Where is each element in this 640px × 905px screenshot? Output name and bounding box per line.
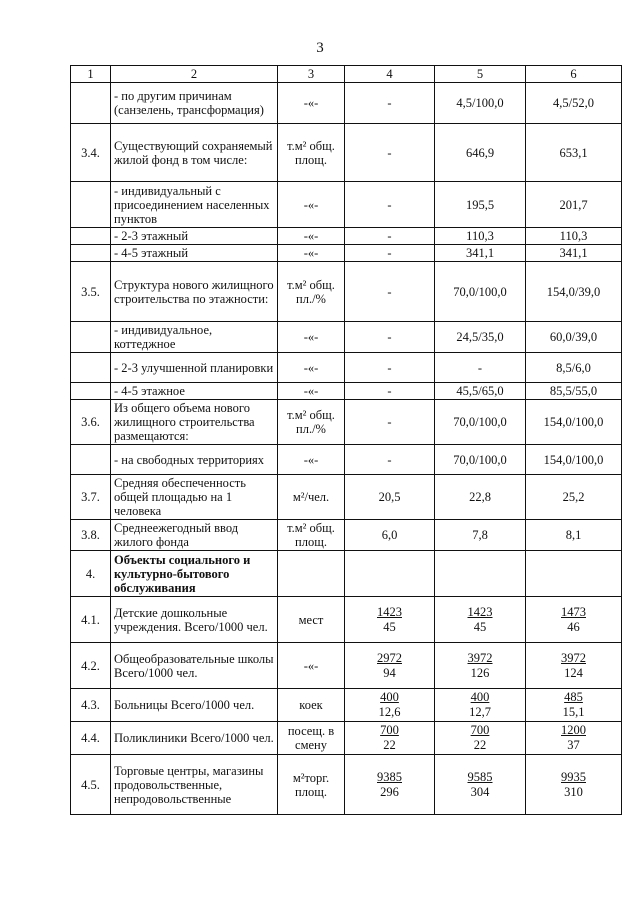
total-value: 700: [380, 723, 399, 737]
value-c6: 154,0/100,0: [526, 445, 622, 475]
table-row: [71, 262, 622, 322]
fraction-value: [561, 605, 586, 635]
fraction-value: [561, 651, 586, 681]
value-c4: [345, 643, 435, 689]
row-name: - по другим причинам (санзелень, трансформация): [111, 83, 278, 124]
value-c5: [435, 551, 526, 597]
header-col-2: 2: [111, 66, 278, 83]
fraction-value: [471, 723, 490, 753]
row-number: 4.4.: [71, 722, 111, 755]
table-row: [71, 353, 622, 383]
table-row: [71, 643, 622, 689]
value-c6: 85,5/55,0: [526, 383, 622, 400]
row-number: 3.8.: [71, 520, 111, 551]
row-unit: т.м² общ. пл./%: [278, 262, 345, 322]
value-c5: [435, 755, 526, 815]
table-row: [71, 445, 622, 475]
value-c5: -: [435, 353, 526, 383]
total-value: 1473: [561, 604, 586, 619]
value-c6: 8,1: [526, 520, 622, 551]
value-c4: -: [345, 445, 435, 475]
row-unit: -«-: [278, 245, 345, 262]
value-c5: 195,5: [435, 182, 526, 228]
row-unit: -«-: [278, 322, 345, 353]
row-unit: коек: [278, 689, 345, 722]
header-col-5: 5: [435, 66, 526, 83]
value-c6: [526, 689, 622, 722]
row-number: 3.6.: [71, 400, 111, 445]
value-c6: 154,0/39,0: [526, 262, 622, 322]
per-1000-value: 22: [473, 738, 487, 752]
table-row: [71, 124, 622, 182]
value-c6: 110,3: [526, 228, 622, 245]
value-c4: -: [345, 322, 435, 353]
row-name: Детские дошкольные учреждения. Всего/1000 чел.: [111, 597, 278, 643]
row-name: - индивидуальный с присоединением населенных пунктов: [111, 182, 278, 228]
per-1000-value: 12,7: [469, 705, 491, 719]
row-name: - 4-5 этажное: [111, 383, 278, 400]
row-name: - 4-5 этажный: [111, 245, 278, 262]
value-c4: 20,5: [345, 475, 435, 520]
value-c4: -: [345, 228, 435, 245]
row-number: [71, 445, 111, 475]
row-name: Среднеежегодный ввод жилого фонда: [111, 520, 278, 551]
row-unit: м²/чел.: [278, 475, 345, 520]
page-number: 3: [316, 40, 324, 56]
row-name: Структура нового жилищного строительства по этажности:: [111, 262, 278, 322]
row-number: 3.4.: [71, 124, 111, 182]
row-number: 3.5.: [71, 262, 111, 322]
value-c5: 7,8: [435, 520, 526, 551]
table-row: [71, 400, 622, 445]
row-name: - 2-3 улучшенной планировки: [111, 353, 278, 383]
row-unit: т.м² общ. пл./%: [278, 400, 345, 445]
value-c4: [345, 722, 435, 755]
header-col-3: 3: [278, 66, 345, 83]
value-c6: 4,5/52,0: [526, 83, 622, 124]
header-col-1: 1: [71, 66, 111, 83]
value-c4: -: [345, 245, 435, 262]
row-number: [71, 83, 111, 124]
value-c6: [526, 597, 622, 643]
value-c5: 45,5/65,0: [435, 383, 526, 400]
row-name: Общеобразовательные школы Всего/1000 чел.: [111, 643, 278, 689]
value-c4: [345, 689, 435, 722]
value-c5: 4,5/100,0: [435, 83, 526, 124]
row-unit: т.м² общ. площ.: [278, 124, 345, 182]
fraction-value: [377, 651, 402, 681]
value-c5: [435, 689, 526, 722]
row-number: 4.2.: [71, 643, 111, 689]
fraction-value: [468, 770, 493, 800]
table-row: [71, 755, 622, 815]
total-value: 3972: [467, 650, 493, 665]
value-c4: -: [345, 182, 435, 228]
table-row: [71, 722, 622, 755]
total-value: 9385: [377, 769, 402, 784]
value-c5: 110,3: [435, 228, 526, 245]
value-c6: [526, 551, 622, 597]
per-1000-value: 45: [473, 619, 487, 634]
table-header-row: [71, 66, 622, 83]
per-1000-value: 124: [564, 665, 583, 680]
row-number: [71, 182, 111, 228]
row-number: 4.: [71, 551, 111, 597]
table-row: [71, 322, 622, 353]
row-number: [71, 228, 111, 245]
row-name: Больницы Всего/1000 чел.: [111, 689, 278, 722]
per-1000-value: 12,6: [378, 705, 401, 719]
table-row: [71, 228, 622, 245]
value-c4: -: [345, 400, 435, 445]
row-number: [71, 383, 111, 400]
value-c4: -: [345, 262, 435, 322]
per-1000-value: 126: [470, 665, 490, 680]
row-unit: -«-: [278, 182, 345, 228]
table-row: [71, 597, 622, 643]
value-c4: -: [345, 383, 435, 400]
per-1000-value: 37: [567, 738, 580, 752]
fraction-value: [377, 605, 402, 635]
row-number: 4.3.: [71, 689, 111, 722]
row-unit: -«-: [278, 353, 345, 383]
fraction-value: [563, 690, 585, 720]
value-c5: [435, 597, 526, 643]
value-c6: 25,2: [526, 475, 622, 520]
per-1000-value: 22: [383, 738, 396, 752]
row-name: - 2-3 этажный: [111, 228, 278, 245]
row-name: Объекты социального и культурно-бытового обслуживания: [111, 551, 278, 597]
total-value: 3972: [561, 650, 586, 665]
table-row: [71, 245, 622, 262]
value-c5: 70,0/100,0: [435, 445, 526, 475]
row-unit: -«-: [278, 445, 345, 475]
value-c5: 646,9: [435, 124, 526, 182]
value-c5: 22,8: [435, 475, 526, 520]
value-c4: -: [345, 83, 435, 124]
value-c5: 341,1: [435, 245, 526, 262]
total-value: 700: [470, 723, 490, 737]
total-value: 9935: [561, 769, 586, 784]
row-name: Из общего объема нового жилищного строительства размещаются:: [111, 400, 278, 445]
row-unit: [278, 551, 345, 597]
value-c4: [345, 551, 435, 597]
row-number: 4.1.: [71, 597, 111, 643]
row-unit: -«-: [278, 383, 345, 400]
per-1000-value: 94: [383, 665, 396, 680]
row-number: [71, 322, 111, 353]
per-1000-value: 45: [383, 619, 396, 634]
table-body: [71, 83, 622, 815]
row-name: - на свободных территориях: [111, 445, 278, 475]
total-value: 1200: [561, 723, 586, 737]
row-number: 4.5.: [71, 755, 111, 815]
value-c5: 70,0/100,0: [435, 400, 526, 445]
value-c5: [435, 643, 526, 689]
table-row: [71, 520, 622, 551]
row-number: 3.7.: [71, 475, 111, 520]
fraction-value: [468, 605, 493, 635]
row-name: Торговые центры, магазины продовольственные, непродовольственные: [111, 755, 278, 815]
fraction-value: [469, 690, 491, 720]
value-c6: 8,5/6,0: [526, 353, 622, 383]
header-col-4: 4: [345, 66, 435, 83]
total-value: 1423: [377, 604, 402, 619]
row-number: [71, 353, 111, 383]
value-c6: [526, 722, 622, 755]
total-value: 400: [380, 690, 399, 704]
value-c6: 341,1: [526, 245, 622, 262]
table-row: [71, 551, 622, 597]
row-unit: -«-: [278, 228, 345, 245]
header-col-6: 6: [526, 66, 622, 83]
fraction-value: [561, 723, 586, 753]
indicators-table: [70, 65, 622, 815]
row-unit: -«-: [278, 83, 345, 124]
value-c4: -: [345, 124, 435, 182]
per-1000-value: 46: [567, 619, 580, 634]
table-row: [71, 182, 622, 228]
value-c6: 653,1: [526, 124, 622, 182]
value-c5: 70,0/100,0: [435, 262, 526, 322]
total-value: 400: [470, 690, 490, 704]
total-value: 1423: [467, 604, 493, 619]
value-c5: 24,5/35,0: [435, 322, 526, 353]
table-row: [71, 689, 622, 722]
value-c6: [526, 643, 622, 689]
row-name: - индивидуальное, коттеджное: [111, 322, 278, 353]
row-unit: -«-: [278, 643, 345, 689]
value-c4: -: [345, 353, 435, 383]
value-c6: 154,0/100,0: [526, 400, 622, 445]
row-name: Существующий сохраняемый жилой фонд в том числе:: [111, 124, 278, 182]
row-unit: м²торг. площ.: [278, 755, 345, 815]
table-row: [71, 83, 622, 124]
fraction-value: [380, 723, 399, 753]
total-value: 2972: [377, 650, 402, 665]
row-unit: посещ. в смену: [278, 722, 345, 755]
fraction-value: [379, 690, 401, 720]
row-number: [71, 245, 111, 262]
row-unit: т.м² общ. площ.: [278, 520, 345, 551]
total-value: 485: [564, 690, 583, 704]
value-c6: 60,0/39,0: [526, 322, 622, 353]
per-1000-value: 304: [470, 784, 490, 799]
value-c4: 6,0: [345, 520, 435, 551]
table-row: [71, 383, 622, 400]
fraction-value: [468, 651, 493, 681]
row-name: Средняя обеспеченность общей площадью на 1 человека: [111, 475, 278, 520]
value-c5: [435, 722, 526, 755]
per-1000-value: 296: [380, 784, 399, 799]
value-c6: [526, 755, 622, 815]
total-value: 9585: [467, 769, 493, 784]
per-1000-value: 15,1: [562, 705, 585, 719]
fraction-value: [377, 770, 402, 800]
row-name: Поликлиники Всего/1000 чел.: [111, 722, 278, 755]
fraction-value: [561, 770, 586, 800]
value-c4: [345, 597, 435, 643]
row-unit: мест: [278, 597, 345, 643]
per-1000-value: 310: [564, 784, 583, 799]
value-c6: 201,7: [526, 182, 622, 228]
table-row: [71, 475, 622, 520]
value-c4: [345, 755, 435, 815]
